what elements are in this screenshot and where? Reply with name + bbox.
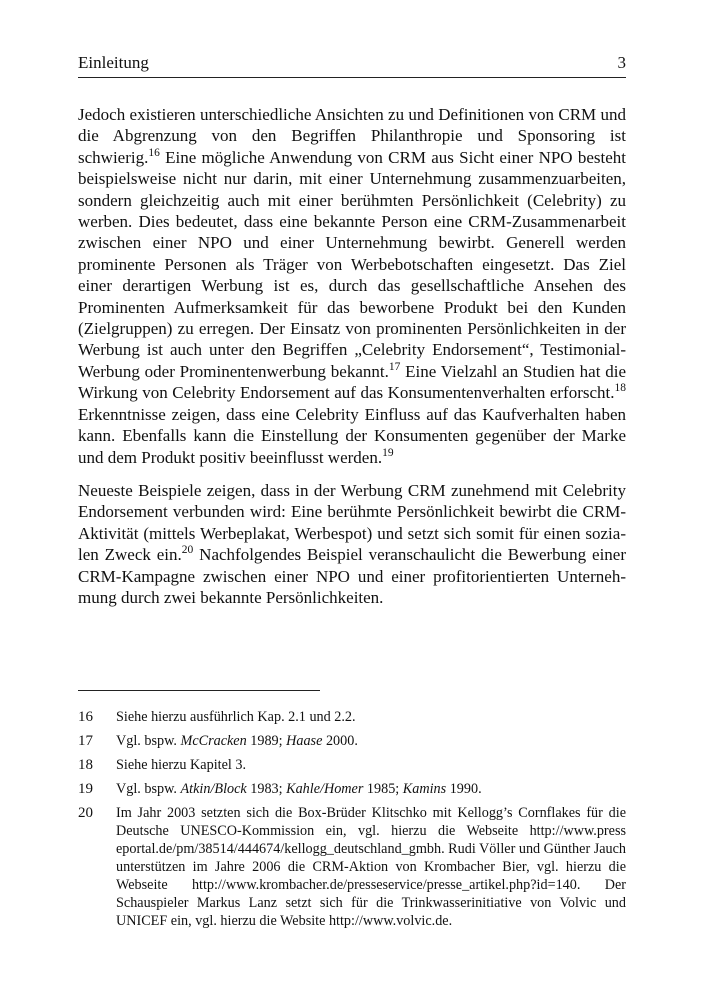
footnote-text-part: Vgl. bspw. [116,733,181,749]
footnote-ref-20[interactable]: 20 [181,544,194,557]
footnotes [78,708,626,936]
footnote-text: Siehe hierzu ausführlich Kap. 2.1 und 2.2. [116,709,356,725]
paragraph-1-text-c: Eine Vielzahl an Studien hat die Wirkung von Celebrity Endorsement auf das Konsumentenverhalten erforscht. [78,361,626,403]
footnote-number: 20 [78,805,93,821]
footnote-18 [78,756,626,774]
footnote-20 [78,804,626,930]
footnote-ref-19[interactable]: 19 [382,446,394,459]
author-name: Haase [286,733,323,749]
footnote-ref-16[interactable]: 16 [148,146,160,159]
footnote-text: Siehe hierzu Kapitel 3. [116,757,247,773]
footnote-text: Im Jahr 2003 setzten sich die Box-Brüder Klitschko mit Kellogg’s Cornflakes für die Deutsche UNESCO-Kommission ein, vgl. hierzu die Webseite http://www.press​eportal.de/pm/38514/444674/kellogg_deutschland_gmbh. Rudi Völler und Günther Jauch unterstützen im Jahre 2006 die CRM-Aktion von Krombacher Bier, vgl. hierzu die Webseite http://www.krombacher.de/presseservice/presse_artikel.php?id​=140. Der Schauspieler Markus Lanz setzt sich für die Trinkwasserinitiative von Volvic und UNICEF ein, vgl. hierzu die Website http://www.volvic.de. [116,805,627,929]
author-name: McCracken [180,733,247,749]
paragraph-2 [78,480,626,608]
footnote-number: 18 [78,757,93,773]
author-name: Atkin/Block [180,781,247,797]
footnote-text-part: Vgl. bspw. [116,781,181,797]
footnote-16 [78,708,626,726]
footnote-text [116,780,626,798]
footnote-ref-17[interactable]: 17 [388,360,401,373]
footnote-number: 16 [78,709,93,725]
author-name: Kahle/Homer [286,781,364,797]
footnote-17 [78,732,626,750]
header-title: Einleitung [78,53,149,72]
footnote-text-part: 1983; [246,781,287,797]
footnote-text [116,732,626,750]
paragraph-1-text-b: Eine mögliche Anwendung von CRM aus Sicht einer NPO besteht beispielsweise nicht nur darin, mit einer Unternehmung zusammenzuarbeiten, sondern gleichzeitig auch mit einer berühmten Persönlichkeit (Celebrity) zu werben. Dies bedeutet, dass eine bekannte Person eine CRM-Zusammenarbeit zwischen einer NPO und einer Unternehmung bewirbt. Generell werden prominente Personen als Träger von Werbebotschaften eingesetzt. Das Ziel einer derartigen Werbung ist es, durch das gesellschaftliche Ansehen des Prominenten Aufmerksamkeit für das beworbene Produkt bei den Kunden (Zielgruppen) zu erregen. Der Einsatz von prominenten Persönlichkeiten in der Werbung ist auch unter den Begriffen „Celebrity Endorsement“, Testimonial-Werbung oder Prominentenwerbung bekannt. [78,147,626,381]
body-text [78,104,626,608]
footnote-number: 19 [78,781,93,797]
footnote-text-part: 1985; [363,781,403,797]
paragraph-2-text-a: Neueste Beispiele zeigen, dass in der Werbung CRM zunehmend mit Celebrity Endorsement verbunden wird: Eine berühmte Persönlichkeit bewirbt die CRM-Aktivität (mittels Werbeplakat, Werbespot) und setzt sich somit für einen sozialen Zweck ein. [78,480,626,565]
page-number: 3 [617,53,626,72]
footnote-ref-18[interactable]: 18 [614,382,626,395]
footnote-separator [78,690,320,691]
paragraph-2-text-b: Nachfolgendes Beispiel veranschaulicht die Bewerbung einer CRM-Kampagne zwischen einer NPO und einer profitorientierten Unternehmung durch zwei bekannte Persönlichkeiten. [78,545,626,607]
author-name: Kamins [402,781,447,797]
footnote-text-part: 1990. [446,781,482,797]
footnote-19 [78,780,626,798]
page-content [78,52,626,620]
footnote-number: 17 [78,733,93,749]
running-header [78,52,626,78]
footnote-text-part: 2000. [322,733,358,749]
paragraph-1-text-d: Erkenntnisse zeigen, dass eine Celebrity Einfluss auf das Kaufverhalten haben kann. Ebenfalls kann die Einstellung der Konsumenten gegenüber der Marke und dem Produkt positiv beeinflusst werden. [78,404,626,467]
footnote-text-part: 1989; [246,733,287,749]
paragraph-1 [78,104,626,468]
paragraph-1-text-a: Jedoch existieren unterschiedliche Ansichten zu und Definitionen von CRM und die Abgrenzung von den Begriffen Philanthropie und Sponsoring ist schwierig. [78,105,626,167]
